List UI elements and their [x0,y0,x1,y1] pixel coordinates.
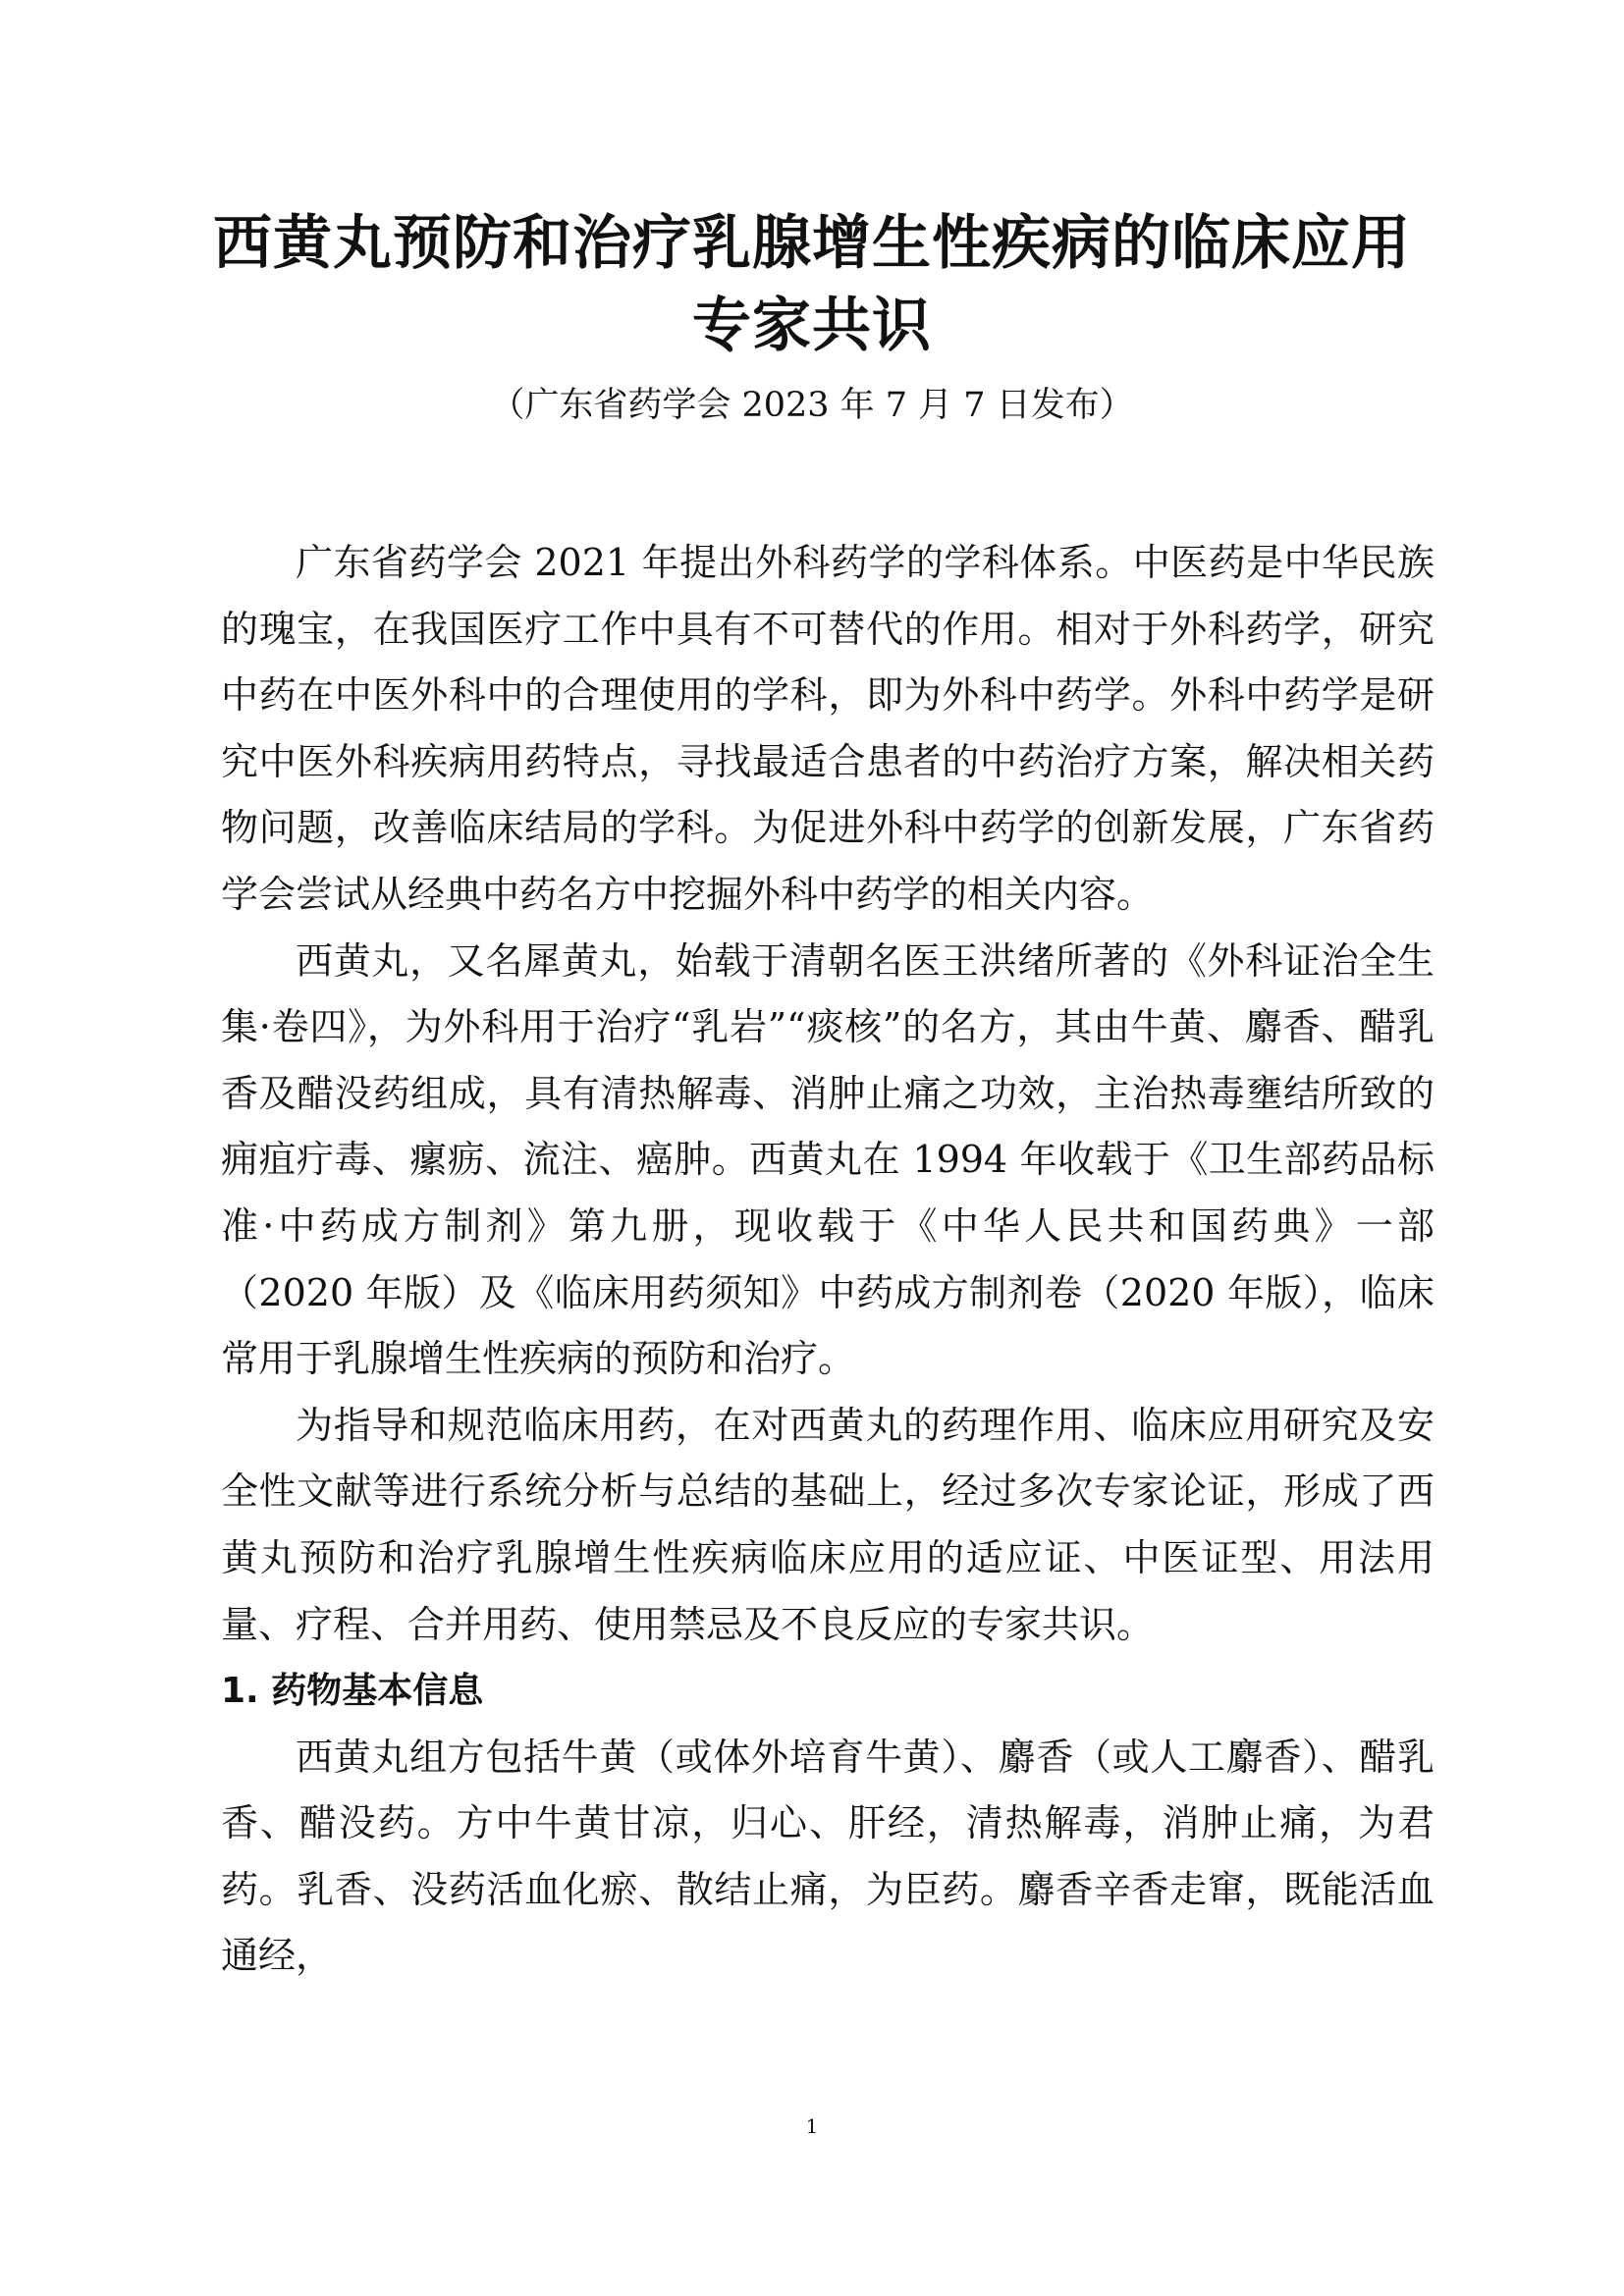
page-number: 1 [805,2114,819,2138]
history-paragraph: 西黄丸，又名犀黄丸，始载于清朝名医王洪绪所著的《外科证治全生集·卷四》，为外科用于治疗“乳岩”“痰核”的名方，其由牛黄、麝香、醋乳香及醋没药组成，具有清热解毒、消肿止痛之功效，主治热毒壅结所致的痈疽疔毒、瘰疬、流注、癌肿。西黄丸在 1994 年收载于《卫生部药品标准·中药成方制剂》第九册，现收载于《中华人民共和国药典》一部（2020 年版）及《临床用药须知》中药成方制剂卷（2020 年版），临床常用于乳腺增生性疾病的预防和治疗。 [221,938,1435,1381]
purpose-paragraph: 为指导和规范临床用药，在对西黄丸的药理作用、临床应用研究及安全性文献等进行系统分析与总结的基础上，经过多次专家论证，形成了西黄丸预防和治疗乳腺增生性疾病临床应用的适应证、中医证型、用法用量、疗程、合并用药、使用禁忌及不良反应的专家共识。 [221,1403,1435,1646]
document-title-line1: 西黄丸预防和治疗乳腺增生性疾病的临床应用 [213,209,1411,278]
section-heading-drug-info: 1. 药物基本信息 [221,1671,484,1712]
intro-paragraph: 广东省药学会 2021 年提出外科药学的学科体系。中医药是中华民族的瑰宝，在我国医疗工作中具有不可替代的作用。相对于外科药学，研究中药在中医外科中的合理使用的学科，即为外科中药学。外科中药学是研究中医外科疾病用药特点，寻找最适合患者的中药治疗方案，解决相关药物问题，改善临床结局的学科。为促进外科中药学的创新发展，广东省药学会尝试从经典中药名方中挖掘外科中药学的相关内容。 [221,541,1435,916]
document-body [221,530,1435,1990]
drug-info-paragraph: 西黄丸组方包括牛黄（或体外培育牛黄）、麝香（或人工麝香）、醋乳香、醋没药。方中牛黄甘凉，归心、肝经，清热解毒，消肿止痛，为君药。乳香、没药活血化瘀、散结止痛，为臣药。麝香辛香走窜，既能活血通经， [221,1735,1435,1978]
publication-note: （广东省药学会 2023 年 7 月 7 日发布） [490,386,1134,425]
document-title-line2: 专家共识 [692,292,932,360]
